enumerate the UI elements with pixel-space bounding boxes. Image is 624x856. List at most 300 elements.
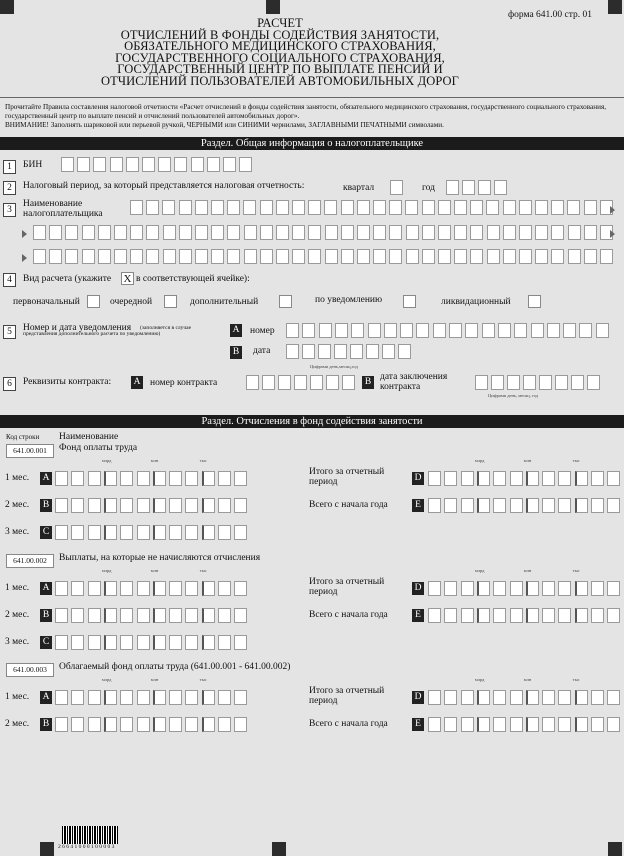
name-cell[interactable] [389,200,402,215]
name-cell[interactable] [503,200,516,215]
amount-cell[interactable] [120,717,133,732]
amount-cell[interactable] [137,635,150,650]
name-cell[interactable] [308,200,321,215]
name-cell[interactable] [308,249,321,264]
name-cell[interactable] [49,249,62,264]
notice-date-cell[interactable] [302,344,315,359]
name-cell[interactable] [308,225,321,240]
amount-cell[interactable] [104,690,117,705]
amount-cell[interactable] [542,471,555,486]
name-cell[interactable] [341,225,354,240]
name-cell[interactable] [503,249,516,264]
amount-cell[interactable] [185,498,198,513]
amount-cell[interactable] [137,717,150,732]
amount-cell[interactable] [542,690,555,705]
amount-cell[interactable] [202,635,215,650]
notice-number-cell[interactable] [368,323,381,338]
amount-cell[interactable] [55,581,68,596]
name-cell[interactable] [33,249,46,264]
notice-date-cell[interactable] [366,344,379,359]
amount-cell[interactable] [477,717,490,732]
amount-cell[interactable] [558,717,571,732]
name-cell[interactable] [406,225,419,240]
amount-cell[interactable] [120,581,133,596]
name-cell[interactable] [243,200,256,215]
bin-cell[interactable] [126,157,139,172]
name-cell[interactable] [244,249,257,264]
amount-cell[interactable] [55,717,68,732]
amount-cell[interactable] [428,608,441,623]
name-cell[interactable] [422,200,435,215]
amount-cell[interactable] [234,498,247,513]
amount-cell[interactable] [493,608,506,623]
amount-cell[interactable] [153,717,166,732]
amount-cell[interactable] [55,608,68,623]
name-cell[interactable] [406,249,419,264]
notice-number-cell[interactable] [302,323,315,338]
name-cell[interactable] [341,249,354,264]
amount-cell[interactable] [558,608,571,623]
amount-cell[interactable] [218,717,231,732]
amount-cell[interactable] [493,717,506,732]
amount-cell[interactable] [234,581,247,596]
name-cell[interactable] [373,225,386,240]
contract-date-cell[interactable] [523,375,536,390]
contract-number-cell[interactable] [262,375,275,390]
amount-cell[interactable] [104,717,117,732]
amount-cell[interactable] [218,690,231,705]
notice-number-cell[interactable] [465,323,478,338]
amount-cell[interactable] [428,690,441,705]
name-cell[interactable] [65,249,78,264]
amount-cell[interactable] [169,525,182,540]
option-additional-checkbox[interactable] [279,295,292,308]
amount-cell[interactable] [444,690,457,705]
year-cell[interactable] [478,180,491,195]
amount-cell[interactable] [71,471,84,486]
name-cell[interactable] [260,249,273,264]
amount-cell[interactable] [137,471,150,486]
name-cell[interactable] [276,249,289,264]
amount-cell[interactable] [542,581,555,596]
name-cell[interactable] [114,249,127,264]
amount-cell[interactable] [137,525,150,540]
name-cell[interactable] [195,200,208,215]
name-cell[interactable] [584,249,597,264]
amount-cell[interactable] [461,471,474,486]
amount-cell[interactable] [218,525,231,540]
amount-cell[interactable] [137,608,150,623]
notice-number-cell[interactable] [416,323,429,338]
name-cell[interactable] [535,249,548,264]
option-initial-checkbox[interactable] [87,295,100,308]
contract-date-cell[interactable] [539,375,552,390]
amount-cell[interactable] [71,525,84,540]
amount-cell[interactable] [88,635,101,650]
name-cell[interactable] [179,225,192,240]
amount-cell[interactable] [493,690,506,705]
amount-cell[interactable] [234,525,247,540]
amount-cell[interactable] [104,608,117,623]
notice-number-cell[interactable] [498,323,511,338]
name-cell[interactable] [65,225,78,240]
amount-cell[interactable] [153,635,166,650]
amount-cell[interactable] [542,498,555,513]
amount-cell[interactable] [202,690,215,705]
amount-cell[interactable] [575,498,588,513]
amount-cell[interactable] [575,690,588,705]
amount-cell[interactable] [71,581,84,596]
amount-cell[interactable] [55,498,68,513]
name-cell[interactable] [373,249,386,264]
amount-cell[interactable] [88,525,101,540]
amount-cell[interactable] [55,471,68,486]
amount-cell[interactable] [71,498,84,513]
amount-cell[interactable] [444,608,457,623]
amount-cell[interactable] [185,471,198,486]
name-cell[interactable] [292,200,305,215]
bin-cell[interactable] [77,157,90,172]
bin-cell[interactable] [239,157,252,172]
name-cell[interactable] [211,225,224,240]
amount-cell[interactable] [575,608,588,623]
name-cell[interactable] [276,225,289,240]
name-cell[interactable] [114,225,127,240]
name-cell[interactable] [373,200,386,215]
notice-number-cell[interactable] [319,323,332,338]
amount-cell[interactable] [477,471,490,486]
amount-cell[interactable] [185,717,198,732]
amount-cell[interactable] [607,471,620,486]
notice-date-cell[interactable] [382,344,395,359]
amount-cell[interactable] [575,717,588,732]
contract-date-cell[interactable] [587,375,600,390]
amount-cell[interactable] [510,471,523,486]
contract-number-cell[interactable] [246,375,259,390]
amount-cell[interactable] [510,717,523,732]
bin-cell[interactable] [158,157,171,172]
amount-cell[interactable] [607,498,620,513]
name-cell[interactable] [324,200,337,215]
amount-cell[interactable] [153,690,166,705]
amount-cell[interactable] [558,471,571,486]
name-cell[interactable] [438,200,451,215]
amount-cell[interactable] [444,717,457,732]
amount-cell[interactable] [526,608,539,623]
amount-cell[interactable] [526,498,539,513]
amount-cell[interactable] [153,471,166,486]
amount-cell[interactable] [104,581,117,596]
name-cell[interactable] [357,225,370,240]
amount-cell[interactable] [202,471,215,486]
name-cell[interactable] [146,225,159,240]
name-cell[interactable] [584,225,597,240]
name-cell[interactable] [438,225,451,240]
bin-cell[interactable] [207,157,220,172]
amount-cell[interactable] [71,608,84,623]
amount-cell[interactable] [202,525,215,540]
year-cell[interactable] [462,180,475,195]
amount-cell[interactable] [591,581,604,596]
contract-number-cell[interactable] [294,375,307,390]
amount-cell[interactable] [169,581,182,596]
amount-cell[interactable] [137,498,150,513]
bin-cell[interactable] [174,157,187,172]
amount-cell[interactable] [526,471,539,486]
name-cell[interactable] [130,249,143,264]
notice-number-cell[interactable] [547,323,560,338]
amount-cell[interactable] [55,525,68,540]
option-liquidation-checkbox[interactable] [528,295,541,308]
amount-cell[interactable] [591,717,604,732]
amount-cell[interactable] [169,717,182,732]
amount-cell[interactable] [493,471,506,486]
amount-cell[interactable] [169,608,182,623]
name-cell[interactable] [276,200,289,215]
amount-cell[interactable] [444,471,457,486]
amount-cell[interactable] [169,471,182,486]
name-cell[interactable] [389,249,402,264]
notice-number-cell[interactable] [400,323,413,338]
bin-cell[interactable] [61,157,74,172]
option-regular-checkbox[interactable] [164,295,177,308]
amount-cell[interactable] [218,635,231,650]
year-cell[interactable] [446,180,459,195]
name-cell[interactable] [568,225,581,240]
amount-cell[interactable] [153,525,166,540]
amount-cell[interactable] [477,581,490,596]
contract-date-cell[interactable] [507,375,520,390]
amount-cell[interactable] [185,608,198,623]
amount-cell[interactable] [88,717,101,732]
name-cell[interactable] [551,200,564,215]
name-cell[interactable] [195,225,208,240]
amount-cell[interactable] [477,498,490,513]
amount-cell[interactable] [542,717,555,732]
amount-cell[interactable] [234,608,247,623]
notice-number-cell[interactable] [286,323,299,338]
amount-cell[interactable] [526,717,539,732]
amount-cell[interactable] [218,471,231,486]
notice-number-cell[interactable] [449,323,462,338]
name-cell[interactable] [195,249,208,264]
name-cell[interactable] [163,249,176,264]
amount-cell[interactable] [591,608,604,623]
amount-cell[interactable] [120,635,133,650]
amount-cell[interactable] [591,498,604,513]
amount-cell[interactable] [104,471,117,486]
amount-cell[interactable] [526,690,539,705]
bin-cell[interactable] [223,157,236,172]
name-cell[interactable] [82,249,95,264]
amount-cell[interactable] [218,581,231,596]
amount-cell[interactable] [558,581,571,596]
amount-cell[interactable] [444,581,457,596]
amount-cell[interactable] [510,498,523,513]
name-cell[interactable] [567,200,580,215]
notice-number-cell[interactable] [433,323,446,338]
amount-cell[interactable] [558,498,571,513]
name-cell[interactable] [163,225,176,240]
name-cell[interactable] [292,249,305,264]
notice-number-cell[interactable] [531,323,544,338]
amount-cell[interactable] [71,690,84,705]
amount-cell[interactable] [510,608,523,623]
amount-cell[interactable] [461,581,474,596]
notice-number-cell[interactable] [514,323,527,338]
amount-cell[interactable] [461,608,474,623]
amount-cell[interactable] [234,471,247,486]
amount-cell[interactable] [153,581,166,596]
contract-date-cell[interactable] [555,375,568,390]
amount-cell[interactable] [428,581,441,596]
amount-cell[interactable] [153,608,166,623]
amount-cell[interactable] [493,498,506,513]
name-cell[interactable] [389,225,402,240]
name-cell[interactable] [600,249,613,264]
notice-number-cell[interactable] [351,323,364,338]
name-cell[interactable] [325,249,338,264]
amount-cell[interactable] [575,471,588,486]
amount-cell[interactable] [185,690,198,705]
amount-cell[interactable] [153,498,166,513]
amount-cell[interactable] [526,581,539,596]
amount-cell[interactable] [71,635,84,650]
name-cell[interactable] [486,200,499,215]
name-cell[interactable] [357,200,370,215]
name-cell[interactable] [325,225,338,240]
name-cell[interactable] [535,225,548,240]
name-cell[interactable] [227,200,240,215]
amount-cell[interactable] [137,581,150,596]
amount-cell[interactable] [575,581,588,596]
amount-cell[interactable] [169,498,182,513]
name-cell[interactable] [584,200,597,215]
notice-number-cell[interactable] [596,323,609,338]
name-cell[interactable] [487,249,500,264]
amount-cell[interactable] [607,690,620,705]
contract-number-cell[interactable] [278,375,291,390]
name-cell[interactable] [519,200,532,215]
amount-cell[interactable] [104,498,117,513]
name-cell[interactable] [146,249,159,264]
bin-cell[interactable] [93,157,106,172]
name-cell[interactable] [98,249,111,264]
amount-cell[interactable] [461,498,474,513]
notice-date-cell[interactable] [318,344,331,359]
amount-cell[interactable] [169,690,182,705]
amount-cell[interactable] [234,635,247,650]
amount-cell[interactable] [218,608,231,623]
name-cell[interactable] [260,225,273,240]
contract-number-cell[interactable] [310,375,323,390]
name-cell[interactable] [162,200,175,215]
amount-cell[interactable] [510,690,523,705]
amount-cell[interactable] [185,525,198,540]
contract-date-cell[interactable] [475,375,488,390]
name-cell[interactable] [535,200,548,215]
year-cell[interactable] [494,180,507,195]
amount-cell[interactable] [218,498,231,513]
amount-cell[interactable] [169,635,182,650]
name-cell[interactable] [470,200,483,215]
name-cell[interactable] [211,249,224,264]
amount-cell[interactable] [607,581,620,596]
amount-cell[interactable] [493,581,506,596]
name-cell[interactable] [454,249,467,264]
amount-cell[interactable] [477,608,490,623]
name-cell[interactable] [211,200,224,215]
name-cell[interactable] [146,200,159,215]
amount-cell[interactable] [120,608,133,623]
notice-date-cell[interactable] [334,344,347,359]
amount-cell[interactable] [202,608,215,623]
amount-cell[interactable] [591,471,604,486]
amount-cell[interactable] [120,690,133,705]
notice-date-cell[interactable] [286,344,299,359]
name-cell[interactable] [551,249,564,264]
amount-cell[interactable] [477,690,490,705]
amount-cell[interactable] [120,498,133,513]
amount-cell[interactable] [202,717,215,732]
amount-cell[interactable] [510,581,523,596]
name-cell[interactable] [470,249,483,264]
name-cell[interactable] [422,249,435,264]
amount-cell[interactable] [202,581,215,596]
name-cell[interactable] [179,200,192,215]
bin-cell[interactable] [110,157,123,172]
name-cell[interactable] [130,225,143,240]
amount-cell[interactable] [88,690,101,705]
contract-number-cell[interactable] [342,375,355,390]
contract-date-cell[interactable] [491,375,504,390]
amount-cell[interactable] [428,471,441,486]
notice-number-cell[interactable] [482,323,495,338]
amount-cell[interactable] [461,717,474,732]
amount-cell[interactable] [71,717,84,732]
amount-cell[interactable] [558,690,571,705]
amount-cell[interactable] [55,690,68,705]
amount-cell[interactable] [137,690,150,705]
name-cell[interactable] [341,200,354,215]
name-cell[interactable] [49,225,62,240]
name-cell[interactable] [551,225,564,240]
amount-cell[interactable] [88,471,101,486]
name-cell[interactable] [292,225,305,240]
name-cell[interactable] [357,249,370,264]
bin-cell[interactable] [191,157,204,172]
amount-cell[interactable] [185,581,198,596]
amount-cell[interactable] [591,690,604,705]
name-cell[interactable] [82,225,95,240]
contract-date-cell[interactable] [571,375,584,390]
quarter-field[interactable] [390,180,403,195]
name-cell[interactable] [438,249,451,264]
name-cell[interactable] [244,225,257,240]
name-cell[interactable] [130,200,143,215]
notice-date-cell[interactable] [398,344,411,359]
amount-cell[interactable] [202,498,215,513]
amount-cell[interactable] [120,471,133,486]
amount-cell[interactable] [88,581,101,596]
name-cell[interactable] [487,225,500,240]
amount-cell[interactable] [444,498,457,513]
amount-cell[interactable] [55,635,68,650]
name-cell[interactable] [470,225,483,240]
name-cell[interactable] [503,225,516,240]
amount-cell[interactable] [234,717,247,732]
notice-number-cell[interactable] [563,323,576,338]
